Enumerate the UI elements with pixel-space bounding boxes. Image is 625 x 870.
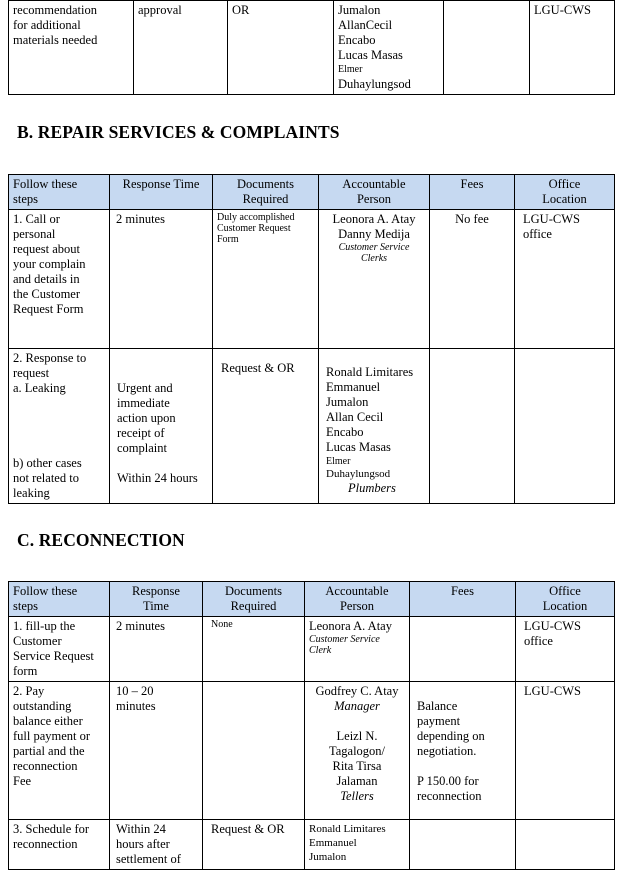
documents-cell: OR — [228, 1, 334, 95]
c-row1-documents: None — [203, 617, 305, 682]
c-row2-accountable: Godfrey C. Atay Manager Leizl N. Tagalogon/ Rita Tirsa Jalaman Tellers — [305, 682, 410, 820]
c-row3-follow: 3. Schedule for reconnection — [9, 820, 110, 870]
c-header-office: Office Location — [516, 582, 615, 617]
c-row2-documents — [203, 682, 305, 820]
c-row3-response: Within 24 hours after settlement of — [110, 820, 203, 870]
c-row1-response: 2 minutes — [110, 617, 203, 682]
header-office: Office Location — [515, 175, 615, 210]
follow-cell: recommendation for additional materials needed — [9, 1, 134, 95]
c-row1-fees — [410, 617, 516, 682]
b-row1-follow: 1. Call or personal request about your complain and details in the Customer Request Form — [9, 210, 110, 349]
b-row2-documents: Request & OR — [213, 349, 319, 504]
b-row1-accountable: Leonora A. Atay Danny Medija Customer Service Clerks — [319, 210, 430, 349]
c-row2-response: 10 – 20 minutes — [110, 682, 203, 820]
accountable-cell: Jumalon AllanCecil Encabo Lucas Masas Elmer Duhaylungsod — [334, 1, 444, 95]
b-row1-fees: No fee — [430, 210, 515, 349]
fees-cell — [444, 1, 530, 95]
b-row2-follow: 2. Response to request a. Leaking b) other cases not related to leaking — [9, 349, 110, 504]
c-row3-office — [516, 820, 615, 870]
section-b-title: B. REPAIR SERVICES & COMPLAINTS — [17, 122, 340, 142]
c-row2-fees: Balance payment depending on negotiation. P 150.00 for reconnection — [410, 682, 516, 820]
office-cell: LGU-CWS — [530, 1, 615, 95]
c-header-accountable: Accountable Person — [305, 582, 410, 617]
b-row2-fees — [430, 349, 515, 504]
repair-services-table — [8, 174, 615, 504]
c-row3-accountable: Ronald Limitares Emmanuel Jumalon — [305, 820, 410, 870]
c-row3-documents: Request & OR — [203, 820, 305, 870]
c-header-follow: Follow these steps — [9, 582, 110, 617]
header-follow: Follow these steps — [9, 175, 110, 210]
c-header-documents: Documents Required — [203, 582, 305, 617]
b-row2-office — [515, 349, 615, 504]
b-row1-documents: Duly accomplished Customer Request Form — [213, 210, 319, 349]
c-row1-office: LGU-CWS office — [516, 617, 615, 682]
response-cell: approval — [134, 1, 228, 95]
c-row1-follow: 1. fill-up the Customer Service Request form — [9, 617, 110, 682]
top-continuation-table — [8, 0, 615, 95]
header-documents: Documents Required — [213, 175, 319, 210]
reconnection-table — [8, 581, 615, 870]
c-row3-fees — [410, 820, 516, 870]
b-row1-office: LGU-CWS office — [515, 210, 615, 349]
c-row2-follow: 2. Pay outstanding balance either full payment or partial and the reconnection Fee — [9, 682, 110, 820]
c-row1-accountable: Leonora A. Atay Customer Service Clerk — [305, 617, 410, 682]
header-accountable: Accountable Person — [319, 175, 430, 210]
b-row2-accountable: Ronald Limitares Emmanuel Jumalon Allan Cecil Encabo Lucas Masas Elmer Duhaylungsod Plumbers — [319, 349, 430, 504]
section-c-title: C. RECONNECTION — [17, 530, 185, 550]
b-row2-response: Urgent and immediate action upon receipt of complaint Within 24 hours — [110, 349, 213, 504]
header-response: Response Time — [110, 175, 213, 210]
c-row2-office: LGU-CWS — [516, 682, 615, 820]
b-row1-response: 2 minutes — [110, 210, 213, 349]
c-header-fees: Fees — [410, 582, 516, 617]
header-fees: Fees — [430, 175, 515, 210]
c-header-response: Response Time — [110, 582, 203, 617]
